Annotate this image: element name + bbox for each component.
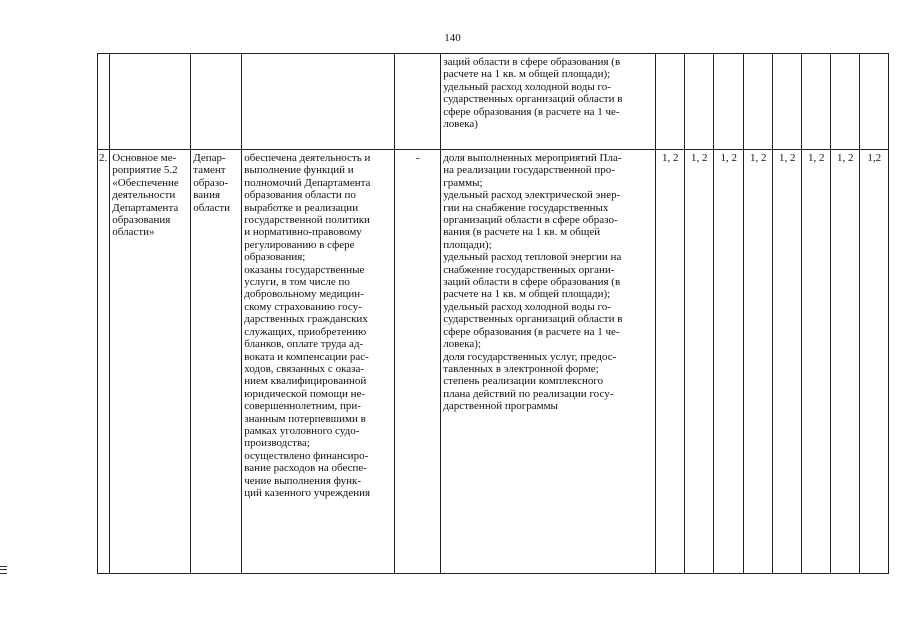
row-number-cell xyxy=(98,150,110,574)
row-number: 2. xyxy=(99,152,108,164)
link-cell: 1, 2 xyxy=(714,150,744,574)
program-table xyxy=(97,53,889,574)
link-cell: 1, 2 xyxy=(802,150,831,574)
link-cell: 1, 2 xyxy=(831,150,860,574)
link-cell xyxy=(685,54,714,150)
link-cell xyxy=(773,54,802,150)
indicators-cell: заций области в сфере образования (в расчете на 1 кв. м общей площади); удельный расход холодной воды го- сударственных организаций области в сфере образования (в расчете на 1 че- ловека) xyxy=(441,54,656,150)
link-cell: 1, 2 xyxy=(656,150,685,574)
link-cell: 1, 2 xyxy=(744,150,773,574)
expected-result-cell xyxy=(242,54,395,150)
link-cell xyxy=(714,54,744,150)
event-name-cell xyxy=(110,54,191,150)
link-cell: 1, 2 xyxy=(685,150,714,574)
table-row xyxy=(98,150,889,574)
executor-cell: Депар- тамент образо- вания области xyxy=(191,150,242,574)
link-cell xyxy=(860,54,889,150)
link-cell: 1,2 xyxy=(860,150,889,574)
page-number: 140 xyxy=(444,32,461,44)
link-cell: 1, 2 xyxy=(773,150,802,574)
link-cell xyxy=(831,54,860,150)
dash-cell: - xyxy=(395,150,441,574)
link-cell xyxy=(656,54,685,150)
dash-cell xyxy=(395,54,441,150)
event-name-cell: Основное ме- роприятие 5.2 «Обеспечение деятельности Департамента образования области» xyxy=(110,150,191,574)
expected-result-cell: обеспечена деятельность и выполнение функций и полномочий Департамента образования области по выработке и реализации государственной политики и нормативно-правовому регулированию в сфере образования; оказаны государственные услуги, в том числе по добровольному медицин- скому страхованию госу- дарственных гражданских служащих, приобретению бланков, оплате труда ад- воката и компенсации рас- ходов, связанных с оказа- нием квалифицированной юридической помощи не- совершеннолетним, при- знанным потерпевшими в рамках уголовного судо- производства; осуществлено финансиро- вание расходов на обеспе- чение выполнения функ- ций казенного учреждения xyxy=(242,150,395,574)
row-number-cell xyxy=(98,54,110,150)
table-row xyxy=(98,54,889,150)
indicators-cell: доля выполненных мероприятий Пла- на реализации государственной про- граммы; удельный расход электрической энер- гии на снабжение государственных организаций области в сфере образо- вания (в расчете на 1 кв. м общей площади); удельный расход тепловой энергии на снабжение государственных органи- заций области в сфере образования (в расчете на 1 кв. м общей площади); удельный расход холодной воды го- сударственных организаций области в сфере образования (в расчете на 1 че- ловека); доля государственных услуг, предос- тавленных в электронной форме; степень реализации комплексного плана действий по реализации госу- дарственной программы xyxy=(441,150,656,574)
link-cell xyxy=(802,54,831,150)
link-cell xyxy=(744,54,773,150)
executor-cell xyxy=(191,54,242,150)
scan-edge-mark xyxy=(0,566,7,574)
